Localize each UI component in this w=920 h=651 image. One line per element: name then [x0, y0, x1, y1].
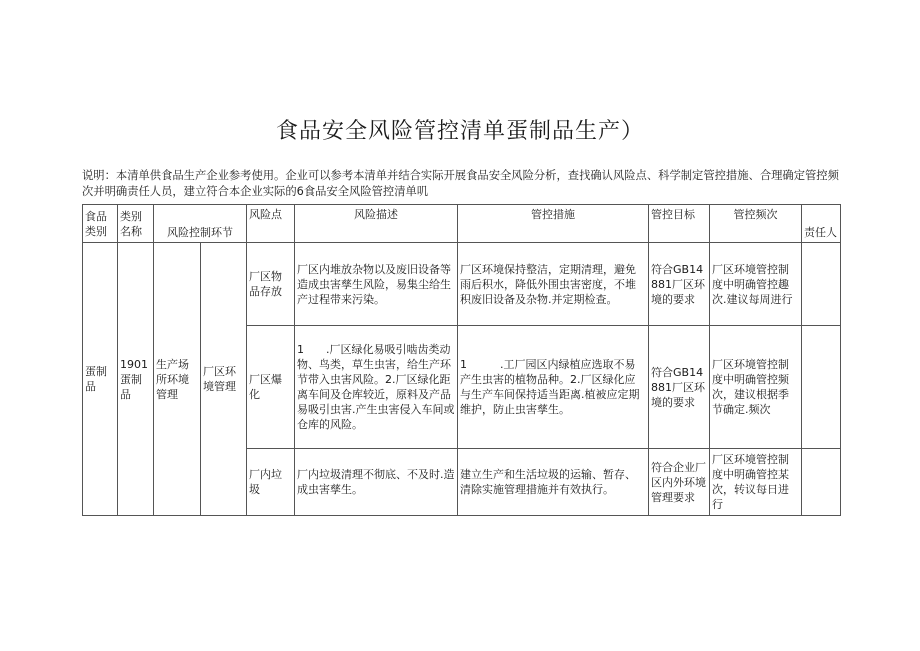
target-cell: 符合GB14881厂区环境的要求 [649, 326, 710, 449]
header-measures: 管控措施 [458, 205, 649, 243]
risk-link-main-cell: 生产场所环境管理 [154, 243, 201, 516]
header-risk-link: 风险控制环节 [154, 205, 247, 243]
table-row [83, 243, 841, 326]
header-type-name: 类别名称 [118, 205, 154, 243]
table-header-row [83, 205, 841, 243]
measures-cell: 建立生产和生活垃圾的运输、暂存、清除实施管理措施并有效执行。 [458, 449, 649, 516]
responsible-cell [802, 243, 841, 326]
header-frequency: 管控频次 [710, 205, 802, 243]
risk-link-sub-cell: 厂区环境管理 [201, 243, 247, 516]
measures-cell: 1 .工厂园区内绿植应选取不易产生虫害的植物品种。2.厂区绿化应与生产车间保持适当距离.植被应定期维护，防止虫害孳生。 [458, 326, 649, 449]
header-category: 食品类别 [83, 205, 118, 243]
document-note: 说明：本清单供食品生产企业参考使用。企业可以参考本清单并结合实际开展食品安全风险分析，查找确认风险点、科学制定管控措施、合理确定管控频次并明确责任人员，建立符合本企业实际的6食品安全风险管控清单叽 [82, 169, 839, 198]
risk-point-cell: 厂区爆化 [247, 326, 295, 449]
frequency-cell: 厂区环境管控制度中明确管控趣次.建议每周进行 [710, 243, 802, 326]
header-risk-desc: 风险描述 [295, 205, 458, 243]
header-risk-point: 风险点 [247, 205, 295, 243]
frequency-cell: 厂区环境管控制度中明确管控某次，转议每日进行 [710, 449, 802, 516]
header-target: 管控目标 [649, 205, 710, 243]
category-cell: 蛋制品 [83, 243, 118, 516]
responsible-cell [802, 449, 841, 516]
risk-point-cell: 厂区物品存放 [247, 243, 295, 326]
risk-desc-cell: 1 .厂区绿化易吸引啮齿类动物、鸟类，草生虫害，给生产环节带入虫害风险。2.厂区绿化距离车间及仓库较近，原料及产品易吸引虫害.产生虫害侵入车间或仓库的风险。 [295, 326, 458, 449]
risk-control-table [82, 204, 841, 516]
frequency-cell: 厂区环境管控制度中明确管控频次，建议根据季节确定.频次 [710, 326, 802, 449]
target-cell: 符合GB14881厂区环境的要求 [649, 243, 710, 326]
type-name-cell: 1901蛋制品 [118, 243, 154, 516]
risk-desc-cell: 厂内垃圾清理不彻底、不及时.造成虫害孳生。 [295, 449, 458, 516]
risk-desc-cell: 厂区内堆放杂物以及废旧设备等造成虫害孳生风险，易集尘给生产过程带来污染。 [295, 243, 458, 326]
risk-point-cell: 厂内垃圾 [247, 449, 295, 516]
document-title: 食品安全风险管控清单蛋制品生产） [275, 119, 644, 144]
responsible-cell [802, 326, 841, 449]
header-responsible: 责任人 [802, 205, 841, 243]
measures-cell: 厂区环境保持整洁，定期清理，避免雨后积水，降低外围虫害密度，不堆积废旧设备及杂物.并定期检查。 [458, 243, 649, 326]
target-cell: 符合企业厂区内外环境管理要求 [649, 449, 710, 516]
